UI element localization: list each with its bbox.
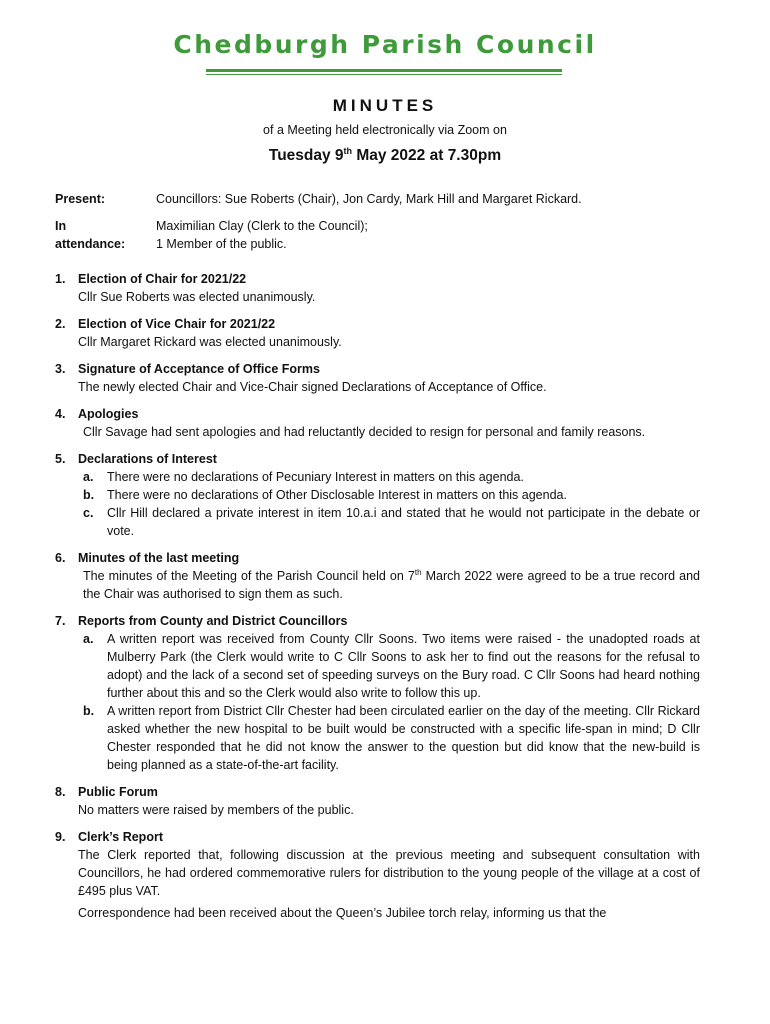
sub-item-text: There were no declarations of Other Disclosable Interest in matters on this agenda. [107, 488, 567, 502]
sub-item-text: A written report from District Cllr Chester had been circulated earlier on the day of the meeting. Cllr Rickard asked whether the new hospital to be built would be constructed with a specific life-span in mind; D Cllr Chester responded that he did not know the answer to the question but did know that the new-build is being planned as a state-of-the-art facility. [107, 704, 700, 772]
item-body: Cllr Sue Roberts was elected unanimously. [78, 290, 316, 304]
sub-item-letter: b. [83, 488, 95, 502]
item-number: 3. [55, 362, 66, 376]
sub-item-letter: b. [83, 704, 95, 718]
date-prefix: Tuesday 9 [268, 147, 344, 164]
sub-item [83, 468, 700, 486]
item-body-start: The minutes of the Meeting of the Parish Council held on 7 [83, 569, 415, 583]
item-number: 2. [55, 317, 66, 331]
item-body: No matters were raised by members of the public. [78, 803, 354, 817]
item-number: 9. [55, 830, 66, 844]
sub-item [83, 504, 700, 540]
meeting-subtitle: of a Meeting held electronically via Zoom on [263, 123, 507, 137]
item-number: 8. [55, 785, 66, 799]
sub-item [83, 630, 700, 702]
present-label: Present: [55, 192, 106, 206]
item-title: Minutes of the last meeting [78, 551, 240, 565]
sub-item [83, 702, 700, 774]
item-body-end: March 2022 were agreed to be a true record and the Chair was authorised to sign them as such. [83, 569, 700, 601]
item-title: Election of Vice Chair for 2021/22 [78, 317, 276, 331]
attendance-value [156, 217, 716, 253]
sub-item-letter: a. [83, 632, 94, 646]
item-number: 5. [55, 452, 66, 466]
agenda-item-7 [55, 612, 700, 774]
item-number: 1. [55, 272, 66, 286]
item-number: 4. [55, 407, 66, 421]
item-body-ordinal: th [414, 567, 422, 577]
item-title: Declarations of Interest [78, 452, 217, 466]
sub-item-text: A written report was received from County Cllr Soons. Two items were raised - the unadopted roads at Mulberry Park (the Clerk would write to C Cllr Soons to ask her to find out the reasons for the refusal to adopt) and the lack of a second set of speeding surveys on the Bury road. C Cllr Soons had heard nothing further about this and so the Clerk would also write to follow this up. [107, 632, 700, 700]
item-body: The Clerk reported that, following discussion at the previous meeting and subsequent consultation with Councillors, he had ordered commemorative rulers for distribution to the young people of the village at a cost of £495 plus VAT. [78, 848, 700, 898]
item-title: Clerk’s Report [78, 830, 163, 844]
agenda-item-9 [55, 828, 700, 922]
item-title: Signature of Acceptance of Office Forms [78, 362, 320, 376]
date-ordinal: th [343, 145, 353, 156]
sub-item-letter: a. [83, 470, 94, 484]
sub-item-letter: c. [83, 506, 94, 520]
item-number: 7. [55, 614, 66, 628]
item-body: Cllr Margaret Rickard was elected unanimously. [78, 335, 342, 349]
item-body: The newly elected Chair and Vice-Chair signed Declarations of Acceptance of Office. [78, 380, 547, 394]
agenda-item-8 [55, 783, 700, 819]
present-value: Councillors: Sue Roberts (Chair), Jon Cardy, Mark Hill and Margaret Rickard. [156, 192, 582, 206]
header-rule-thick [206, 69, 562, 72]
item-title: Reports from County and District Councillors [78, 614, 348, 628]
sub-item-text: Cllr Hill declared a private interest in item 10.a.i and stated that he would not participate in the debate or vote. [107, 506, 700, 538]
item-title: Apologies [78, 407, 139, 421]
agenda-item-5 [55, 450, 700, 540]
sub-item-text: There were no declarations of Pecuniary Interest in matters on this agenda. [107, 470, 524, 484]
item-title: Public Forum [78, 785, 158, 799]
agenda-item-1 [55, 270, 700, 306]
item-number: 6. [55, 551, 66, 565]
item-title: Election of Chair for 2021/22 [78, 272, 247, 286]
agenda-item-3 [55, 360, 700, 396]
header-rule-thin [206, 74, 562, 75]
attendance-line-1: Maximilian Clay (Clerk to the Council); [156, 219, 368, 233]
meeting-date [0, 147, 770, 165]
minutes-heading: MINUTES [332, 96, 438, 115]
item-body [83, 567, 700, 603]
date-suffix: May 2022 at 7.30pm [352, 147, 502, 164]
council-title: Chedburgh Parish Council [173, 30, 597, 59]
agenda-item-2 [55, 315, 700, 351]
item-body: Cllr Savage had sent apologies and had reluctantly decided to resign for personal and family reasons. [83, 425, 646, 439]
agenda-item-6 [55, 549, 700, 603]
attendance-line-2: 1 Member of the public. [156, 237, 287, 251]
sub-item [83, 486, 700, 504]
attendance-label: In attendance: [55, 219, 126, 251]
item-body-continued: Correspondence had been received about the Queen’s Jubilee torch relay, informing us that the [78, 906, 607, 920]
agenda-items [55, 270, 700, 931]
agenda-item-4 [55, 405, 700, 441]
